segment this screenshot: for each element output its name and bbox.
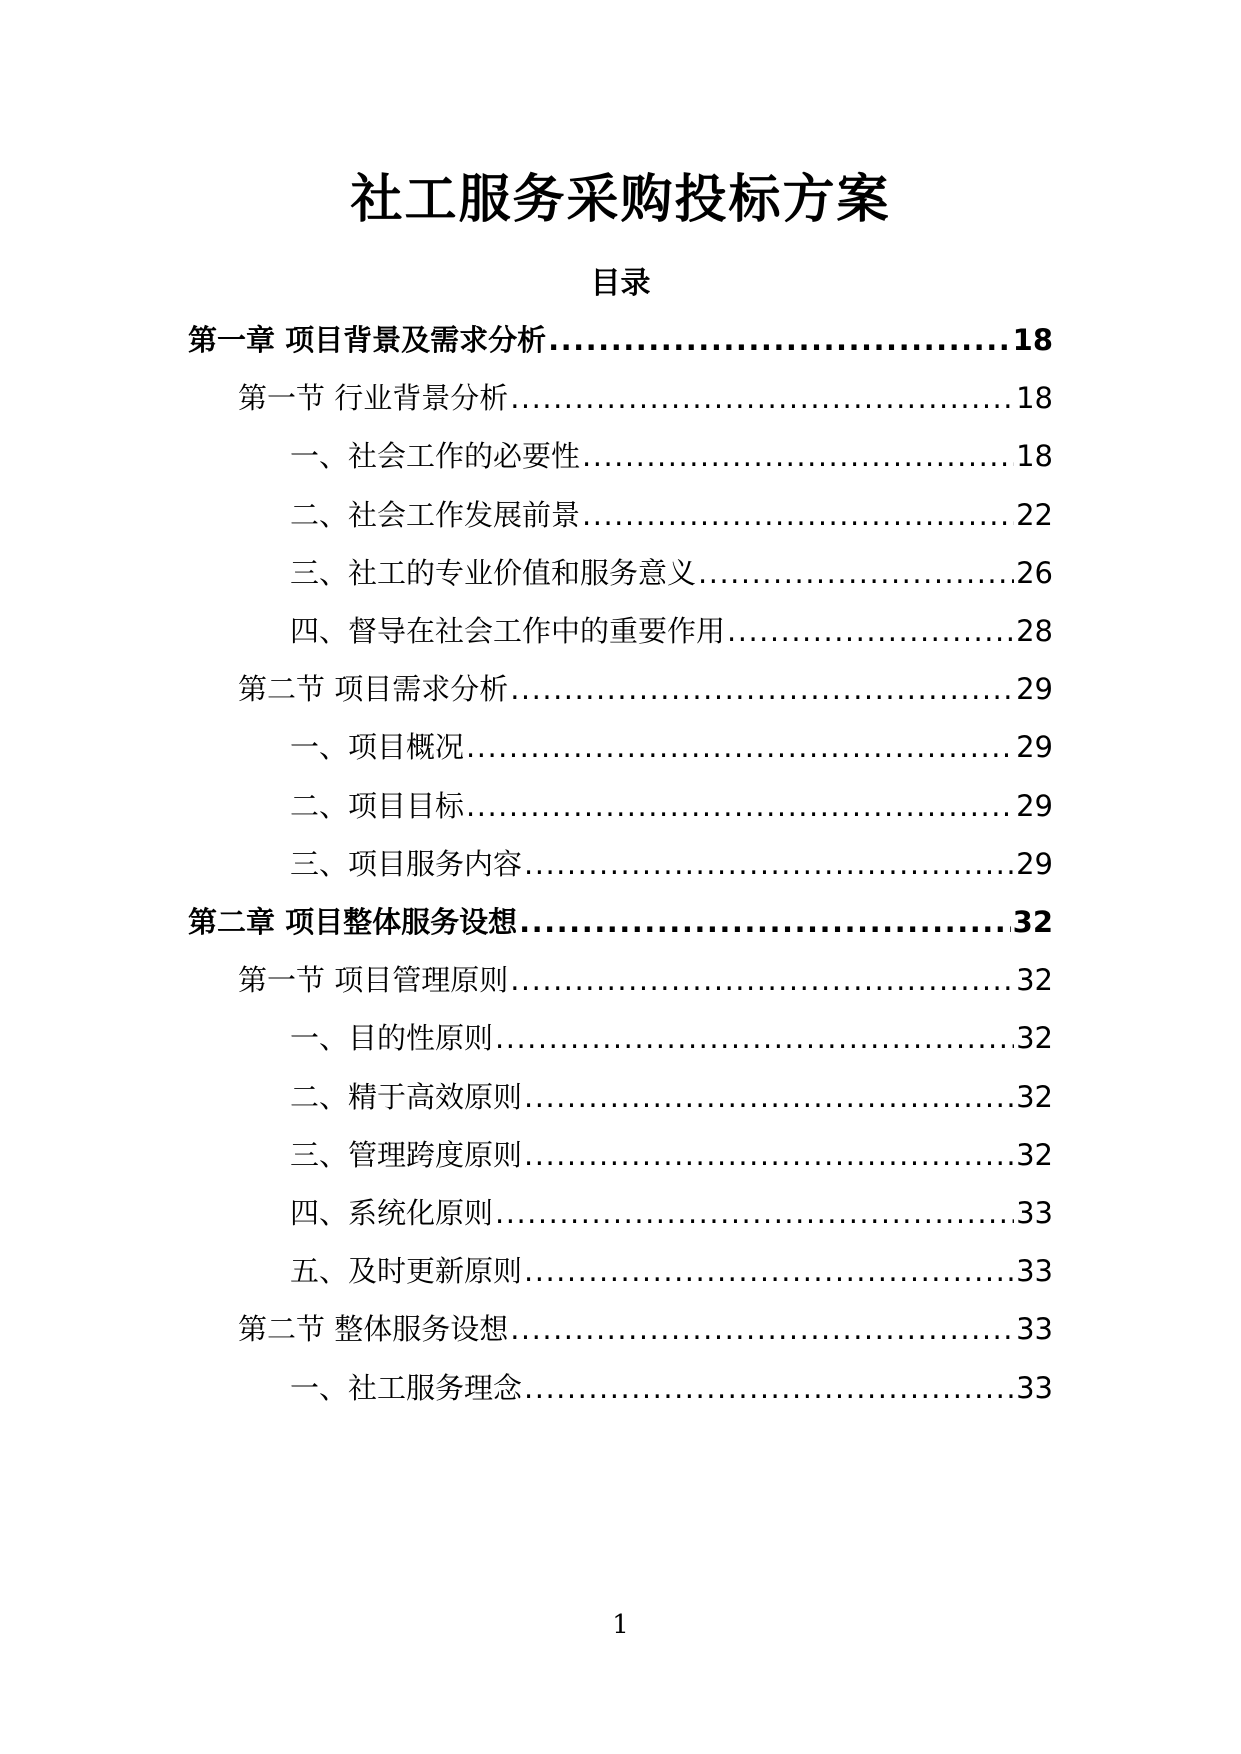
toc-entry-label: 第二章 项目整体服务设想 [188, 905, 518, 939]
toc-entry-page: 29 [1016, 788, 1053, 823]
toc-leader-dots [510, 960, 1014, 1000]
toc-entry-label: 四、督导在社会工作中的重要作用 [290, 614, 726, 648]
toc-entry-label: 三、管理跨度原则 [290, 1137, 523, 1172]
toc-entry-level-2[interactable] [238, 374, 1053, 418]
toc-leader-dots [466, 786, 1014, 826]
toc-entry-level-3[interactable] [290, 607, 1053, 651]
toc-leader-dots [495, 1018, 1014, 1058]
toc-entry-level-2[interactable] [238, 665, 1053, 709]
toc-leader-dots [495, 1193, 1014, 1233]
toc-entry-page: 33 [1016, 1254, 1053, 1289]
toc-entry-level-3[interactable] [290, 1364, 1053, 1408]
toc-entry-page: 29 [1016, 846, 1053, 881]
toc-leader-dots [510, 378, 1014, 418]
toc-entry-level-3[interactable] [290, 782, 1053, 826]
toc-leader-dots [524, 844, 1014, 884]
toc-entry-page: 32 [1016, 1021, 1053, 1056]
toc-entry-page: 18 [1012, 323, 1053, 357]
toc-entry-label: 一、目的性原则 [290, 1021, 494, 1056]
toc-entry-page: 29 [1016, 672, 1053, 707]
toc-entry-page: 18 [1016, 439, 1053, 474]
toc-entry-level-2[interactable] [238, 1305, 1053, 1349]
document-title: 社工服务采购投标方案 [350, 170, 891, 230]
toc-entry-label: 第二节 整体服务设想 [238, 1312, 509, 1347]
toc-entry-label: 一、社工服务理念 [290, 1370, 523, 1405]
toc-entry-level-2[interactable] [238, 956, 1053, 1000]
toc-entry-page: 18 [1016, 381, 1053, 416]
toc-entry-level-3[interactable] [290, 432, 1053, 476]
toc-entry-level-3[interactable] [290, 549, 1053, 593]
toc-entry-page: 32 [1016, 963, 1053, 998]
toc-leader-dots [510, 669, 1014, 709]
toc-entry-page: 28 [1016, 614, 1053, 648]
toc-entry-page: 29 [1016, 730, 1053, 765]
toc-entry-level-1[interactable] [188, 898, 1053, 942]
toc-entry-label: 五、及时更新原则 [290, 1254, 523, 1289]
toc-entry-level-1[interactable] [188, 316, 1053, 360]
toc-entry-level-3[interactable] [290, 1189, 1053, 1233]
toc-entry-label: 二、精于高效原则 [290, 1079, 523, 1114]
toc-entry-label: 一、社会工作的必要性 [290, 439, 581, 474]
toc-entry-level-3[interactable] [290, 1131, 1053, 1175]
toc-entry-level-3[interactable] [290, 1073, 1053, 1117]
page-number: 1 [612, 1610, 629, 1640]
toc-entry-level-3[interactable] [290, 1014, 1053, 1058]
toc-heading: 目录 [590, 266, 651, 301]
toc-leader-dots [727, 611, 1014, 651]
toc-leader-dots [524, 1135, 1014, 1175]
toc-leader-dots [548, 320, 1011, 360]
toc-entry-label: 三、社工的专业价值和服务意义 [290, 555, 697, 590]
toc-entry-label: 第一节 项目管理原则 [238, 963, 509, 998]
toc-entry-page: 32 [1016, 1079, 1053, 1114]
toc-entry-page: 22 [1016, 497, 1053, 532]
toc-leader-dots [510, 1309, 1014, 1349]
toc-entry-label: 第一章 项目背景及需求分析 [188, 323, 547, 357]
toc-entry-page: 32 [1016, 1137, 1053, 1172]
toc-entry-page: 32 [1012, 905, 1053, 939]
toc-entry-label: 三、项目服务内容 [290, 846, 523, 881]
toc-leader-dots [582, 495, 1014, 535]
toc-leader-dots [519, 902, 1011, 942]
toc-entry-level-3[interactable] [290, 491, 1053, 535]
toc-entry-level-3[interactable] [290, 1247, 1053, 1291]
toc-entry-label: 一、项目概况 [290, 730, 465, 765]
toc-entry-label: 二、社会工作发展前景 [290, 497, 581, 532]
toc-entry-page: 33 [1016, 1312, 1053, 1347]
toc-entry-label: 二、项目目标 [290, 788, 465, 823]
toc-entry-level-3[interactable] [290, 723, 1053, 767]
toc-entry-label: 第二节 项目需求分析 [238, 672, 509, 707]
toc-leader-dots [582, 436, 1014, 476]
toc-entry-page: 33 [1016, 1370, 1053, 1405]
toc-entry-page: 26 [1016, 555, 1053, 590]
toc-entry-label: 四、系统化原则 [290, 1196, 494, 1230]
toc-entry-label: 第一节 行业背景分析 [238, 381, 509, 416]
toc-entry-page: 33 [1016, 1196, 1053, 1230]
toc-leader-dots [524, 1077, 1014, 1117]
toc-leader-dots [466, 727, 1014, 767]
toc-leader-dots [524, 1251, 1014, 1291]
toc-leader-dots [698, 553, 1014, 593]
toc-entry-level-3[interactable] [290, 840, 1053, 884]
toc-leader-dots [524, 1368, 1014, 1408]
